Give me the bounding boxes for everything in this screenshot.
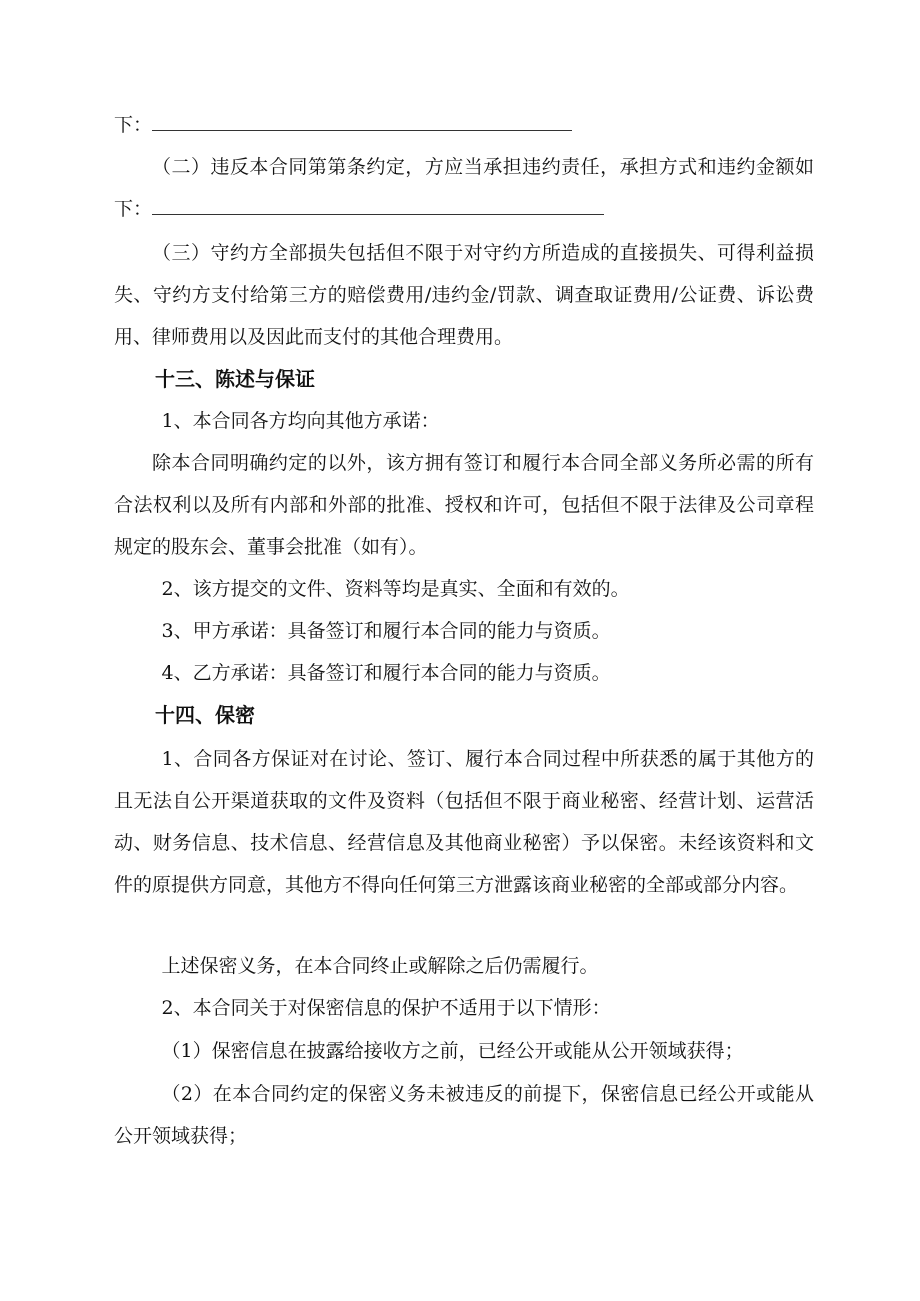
- clause-item-2: [114, 146, 814, 230]
- section-13-paragraph-2: 除本合同明确约定的以外，该方拥有签订和履行本合同全部义务所必需的所有合法权利以及所有内部和外部的批准、授权和许可，包括但不限于法律及公司章程规定的股东会、董事会批准（如有）。: [114, 452, 814, 558]
- section-14-paragraph-4: （1）保密信息在披露给接收方之前，已经公开或能从公开领域获得；: [161, 1040, 744, 1062]
- fill-in-blank: [152, 112, 572, 131]
- continuation-prefix: 下：: [114, 114, 153, 136]
- section-13-paragraph-1: 1、本合同各方均向其他方承诺：: [161, 410, 440, 432]
- fill-in-blank: [152, 196, 604, 215]
- section-13-paragraph-5: 4、乙方承诺：具备签订和履行本合同的能力与资质。: [161, 662, 611, 684]
- section-13-paragraph-3: 2、该方提交的文件、资料等均是真实、全面和有效的。: [161, 578, 630, 600]
- section-14-paragraph-2: 上述保密义务，在本合同终止或解除之后仍需履行。: [161, 955, 599, 977]
- section-14-paragraph-1: 1、合同各方保证对在讨论、签订、履行本合同过程中所获悉的属于其他方的且无法自公开渠道获取的文件及资料（包括但不限于商业秘密、经营计划、运营活动、财务信息、技术信息、经营信息及其他商业秘密）予以保密。未经该资料和文件的原提供方同意，其他方不得向任何第三方泄露该商业秘密的全部或部分内容。: [114, 748, 814, 896]
- section-14-title: 十四、保密: [155, 703, 255, 727]
- section-14-paragraph-5: （2）在本合同约定的保密义务未被违反的前提下，保密信息已经公开或能从公开领域获得；: [114, 1083, 814, 1147]
- clause-item-2-text: （二）违反本合同第第条约定，方应当承担违约责任，承担方式和违约金额如下：: [114, 156, 814, 220]
- clause-item-3: （三）守约方全部损失包括但不限于对守约方所造成的直接损失、可得利益损失、守约方支付给第三方的赔偿费用/违约金/罚款、调查取证费用/公证费、诉讼费用、律师费用以及因此而支付的其他合理费用。: [114, 242, 814, 348]
- section-13-paragraph-4: 3、甲方承诺：具备签订和履行本合同的能力与资质。: [161, 620, 611, 642]
- paragraph-continuation: [114, 104, 814, 146]
- section-14-paragraph-3: 2、本合同关于对保密信息的保护不适用于以下情形：: [161, 997, 611, 1019]
- section-13-title: 十三、陈述与保证: [155, 367, 315, 391]
